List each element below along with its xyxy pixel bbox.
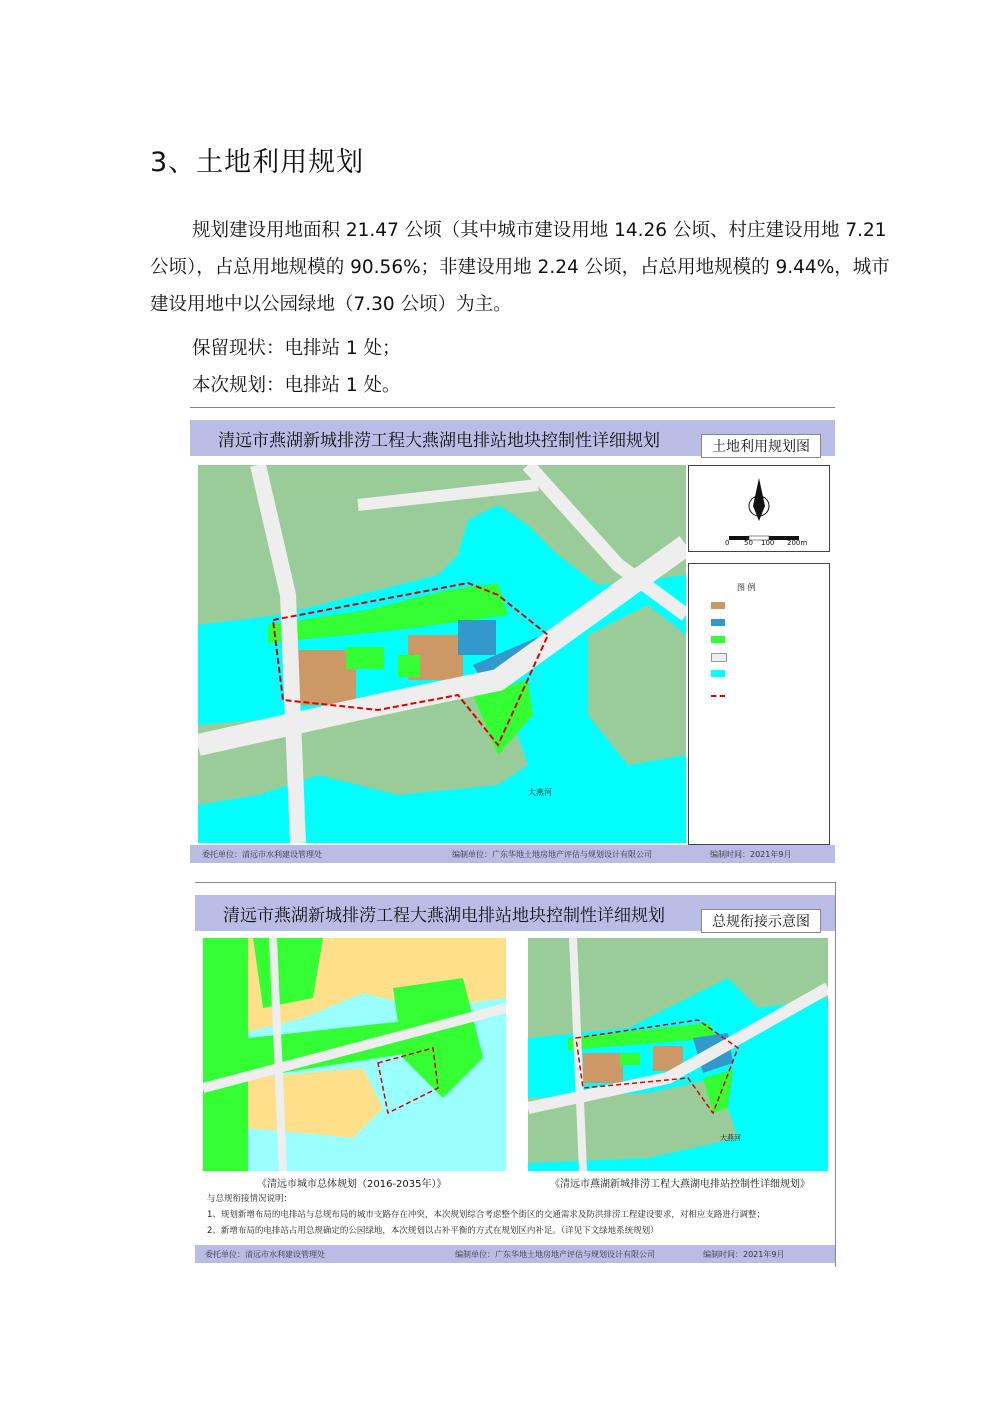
control-plan-map-svg	[528, 938, 828, 1171]
scale-label-100: 100	[761, 539, 775, 547]
land-use-plan-figure	[190, 407, 835, 863]
figure2-maker: 编制单位：广东华地土地房地产评估与规划设计有限公司	[455, 1250, 655, 1259]
figure1-subtitle: 土地利用规划图	[701, 434, 821, 458]
figure2-river-label: 大燕河	[720, 1134, 741, 1142]
figure1-title: 清远市燕湖新城排涝工程大燕湖电排站地块控制性详细规划	[218, 431, 660, 451]
retained-status-paragraph: 保留现状：电排站 1 处；	[192, 338, 401, 359]
planned-status-paragraph: 本次规划：电排站 1 处。	[192, 375, 401, 396]
section-heading: 3、土地利用规划	[150, 147, 365, 178]
figure1-date: 编制时间：2021年9月	[710, 850, 792, 859]
figure1-maker: 编制单位：广东华地土地房地产评估与规划设计有限公司	[452, 850, 652, 859]
caption-right: 《清远市燕湖新城排涝工程大燕湖电排站控制性详细规划》	[550, 1179, 810, 1190]
control-plan-map	[528, 938, 828, 1171]
figure1-title-bar	[190, 420, 835, 456]
figure1-river-label: 大燕河	[528, 788, 552, 797]
scale-label-200m: 200m	[787, 539, 808, 547]
figure2-title: 清远市燕湖新城排涝工程大燕湖电排站地块控制性详细规划	[223, 906, 665, 926]
legend-item-park	[711, 636, 731, 643]
north-arrow-icon	[689, 466, 829, 551]
land-use-map	[198, 465, 686, 843]
caption-left: 《清远市城市总体规划（2016-2035年）》	[257, 1179, 447, 1190]
land-use-map-svg	[198, 465, 686, 843]
master-plan-map	[203, 938, 506, 1171]
legend-item-boundary	[711, 692, 731, 699]
figure1-client: 委托单位：清远市水利建设管理处	[202, 850, 322, 859]
legend-item-water	[711, 670, 731, 677]
land-use-paragraph: 规划建设用地面积 21.47 公顷（其中城市建设用地 14.26 公顷、村庄建设用地 7.21 公顷），占总用地规模的 90.56%；非建设用地 2.24 公顷，占总用地规模的 9.44%，城市建设用地中以公园绿地（7.30 公顷）为主。	[150, 220, 890, 315]
note-heading: 与总规衔接情况说明：	[207, 1194, 293, 1204]
legend-item-residential	[711, 602, 731, 609]
compass-scale-box	[688, 465, 830, 552]
master-plan-map-svg	[203, 938, 506, 1171]
figure2-title-bar	[195, 895, 835, 931]
legend-box	[688, 563, 830, 845]
scale-label-0: 0	[725, 539, 730, 547]
legend-item-utility	[711, 619, 731, 626]
figure2-footer	[195, 1245, 835, 1263]
figure2-client: 委托单位：清远市水利建设管理处	[205, 1250, 325, 1259]
figure1-footer	[190, 845, 835, 863]
figure2-subtitle: 总规衔接示意图	[701, 909, 821, 933]
note-2: 2、新增布局的电排站占用总规确定的公园绿地，本次规划以占补平衡的方式在规划区内补足。（详见下文绿地系统规划）	[207, 1226, 659, 1236]
scale-label-50: 50	[744, 539, 753, 547]
figure2-date: 编制时间：2021年9月	[703, 1250, 785, 1259]
legend-title: 图 例	[737, 583, 756, 592]
master-plan-connection-figure	[195, 882, 836, 1267]
note-1: 1、规划新增布局的电排站与总规布局的城市支路存在冲突，本次规划综合考虑整个街区的交通需求及防洪排涝工程建设要求，对相应支路进行调整；	[207, 1210, 765, 1220]
legend-item-road	[711, 653, 733, 662]
